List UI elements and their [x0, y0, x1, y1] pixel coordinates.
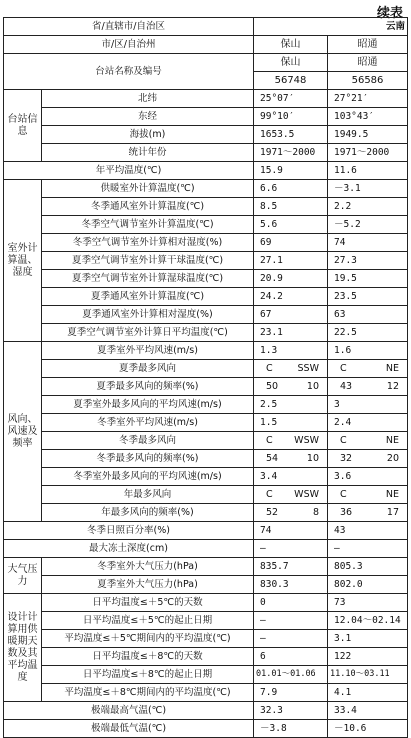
- row-label: 夏季通风室外计算相对湿度(%): [42, 306, 254, 324]
- cell-value: －5.2: [328, 216, 408, 234]
- cell-value: 10: [306, 380, 319, 392]
- table-row: [4, 324, 408, 342]
- table-row: [4, 144, 408, 162]
- row-label: 东经: [42, 108, 254, 126]
- cell-value: 1653.5: [254, 126, 328, 144]
- row-label: 夏季室外平均风速(m/s): [42, 342, 254, 360]
- table-row: [4, 540, 408, 558]
- cell-pair: [328, 378, 408, 396]
- cell-value: NE: [385, 362, 400, 374]
- cell-value: 69: [254, 234, 328, 252]
- cell-value: 11.10～03.11: [328, 666, 408, 684]
- row-label: 夏季空气调节室外计算湿球温度(℃): [42, 270, 254, 288]
- table-row: [4, 684, 408, 702]
- group-outdoor-temp: 室外计算温、湿度: [4, 180, 42, 342]
- cell-value: 73: [328, 594, 408, 612]
- row-label: 年最多风向: [42, 486, 254, 504]
- cell-value: 23.1: [254, 324, 328, 342]
- cell-pair: [328, 450, 408, 468]
- cell-value: －10.6: [328, 720, 408, 738]
- row-label: 年平均温度(℃): [4, 162, 254, 180]
- station-id-2: 56586: [328, 72, 408, 90]
- row-label: 冬季最多风向: [42, 432, 254, 450]
- row-label: 冬季室外大气压力(hPa): [42, 558, 254, 576]
- row-label: 日平均温度≤＋8℃的天数: [42, 648, 254, 666]
- cell-value: 20.9: [254, 270, 328, 288]
- cell-value: 43: [328, 522, 408, 540]
- cell-value: 5.6: [254, 216, 328, 234]
- cell-value: 22.5: [328, 324, 408, 342]
- continued-label: 续表: [376, 6, 403, 21]
- cell-value: 1.5: [254, 414, 328, 432]
- group-pressure: 大气压力: [4, 558, 42, 594]
- cell-value: 23.5: [328, 288, 408, 306]
- cell-value: WSW: [294, 488, 319, 500]
- row-label: 极端最低气温(℃): [4, 720, 254, 738]
- row-label: 日平均温度≤＋5℃的起止日期: [42, 612, 254, 630]
- cell-value: 1.6: [328, 342, 408, 360]
- cell-value: 3.6: [328, 468, 408, 486]
- city-name-1: 保山: [254, 36, 328, 54]
- table-row: [4, 450, 408, 468]
- row-label: 夏季空气调节室外计算日平均温度(℃): [42, 324, 254, 342]
- table-row: [4, 486, 408, 504]
- cell-pair: [254, 504, 328, 522]
- row-label: 冬季空气调节室外计算温度(℃): [42, 216, 254, 234]
- cell-value: 802.0: [328, 576, 408, 594]
- cell-value: 74: [254, 522, 328, 540]
- cell-value: －3.1: [328, 180, 408, 198]
- cell-value: 24.2: [254, 288, 328, 306]
- table-row: [4, 234, 408, 252]
- row-label: 年最多风向的频率(%): [42, 504, 254, 522]
- cell-value: 12: [386, 380, 400, 392]
- table-row: [4, 702, 408, 720]
- table-row: [4, 252, 408, 270]
- row-label: 日平均温度≤＋5℃的天数: [42, 594, 254, 612]
- row-label: 冬季最多风向的频率(%): [42, 450, 254, 468]
- cell-value: 36: [340, 506, 353, 518]
- cell-value: 15.9: [254, 162, 328, 180]
- cell-value: 54: [266, 452, 279, 464]
- cell-value: 25°07′: [254, 90, 328, 108]
- group-heating: 设计计算用供暖期天数及其平均温度: [4, 594, 42, 702]
- cell-value: 1949.5: [328, 126, 408, 144]
- cell-value: 4.1: [328, 684, 408, 702]
- cell-pair: [254, 378, 328, 396]
- row-label: 夏季最多风向的频率(%): [42, 378, 254, 396]
- cell-pair: [254, 486, 328, 504]
- station-header: 台站名称及编号: [4, 54, 254, 90]
- cell-value: 10: [306, 452, 319, 464]
- table-row: [4, 54, 408, 72]
- cell-value: —: [254, 630, 328, 648]
- row-label: 冬季空气调节室外计算相对湿度(%): [42, 234, 254, 252]
- cell-value: 805.3: [328, 558, 408, 576]
- cell-value: 27°21′: [328, 90, 408, 108]
- cell-pair: [254, 360, 328, 378]
- cell-value: C: [340, 434, 347, 446]
- row-label: 供暖室外计算温度(℃): [42, 180, 254, 198]
- cell-value: C: [266, 488, 273, 500]
- table-row: [4, 378, 408, 396]
- cell-value: —: [254, 612, 328, 630]
- cell-value: 835.7: [254, 558, 328, 576]
- row-label: 冬季通风室外计算温度(℃): [42, 198, 254, 216]
- table-row: [4, 162, 408, 180]
- cell-value: NE: [385, 434, 400, 446]
- cell-value: 6: [254, 648, 328, 666]
- table-row: [4, 126, 408, 144]
- station-name-2: 昭通: [328, 54, 408, 72]
- cell-value: 12.04～02.14: [328, 612, 408, 630]
- table-row: [4, 396, 408, 414]
- table-row: [4, 36, 408, 54]
- cell-value: 1971～2000: [328, 144, 408, 162]
- cell-value: 27.1: [254, 252, 328, 270]
- row-label: 冬季室外最多风向的平均风速(m/s): [42, 468, 254, 486]
- table-row: [4, 666, 408, 684]
- row-label: 夏季室外最多风向的平均风速(m/s): [42, 396, 254, 414]
- row-label: 平均温度≤＋8℃期间内的平均温度(℃): [42, 684, 254, 702]
- cell-value: 3.4: [254, 468, 328, 486]
- cell-value: C: [266, 434, 273, 446]
- cell-value: 17: [386, 506, 400, 518]
- table-row: [4, 198, 408, 216]
- cell-pair: [328, 486, 408, 504]
- region-cell: 云南: [254, 18, 408, 36]
- cell-value: 3.1: [328, 630, 408, 648]
- cell-value: 1971～2000: [254, 144, 328, 162]
- table-row: [4, 360, 408, 378]
- cell-value: C: [340, 488, 347, 500]
- table-row: [4, 612, 408, 630]
- cell-value: 11.6: [328, 162, 408, 180]
- row-label: 海拔(m): [42, 126, 254, 144]
- cell-pair: [254, 432, 328, 450]
- cell-value: WSW: [294, 434, 319, 446]
- city-header: 市/区/自治州: [4, 36, 254, 54]
- table-row: [4, 576, 408, 594]
- row-label: 北纬: [42, 90, 254, 108]
- table-row: [4, 108, 408, 126]
- table-row: [4, 522, 408, 540]
- row-label: 日平均温度≤＋8℃的起止日期: [42, 666, 254, 684]
- row-label: 统计年份: [42, 144, 254, 162]
- row-label: 冬季日照百分率(%): [4, 522, 254, 540]
- cell-value: 7.9: [254, 684, 328, 702]
- table-row: [4, 306, 408, 324]
- cell-value: 0: [254, 594, 328, 612]
- cell-value: 122: [328, 648, 408, 666]
- table-row: [4, 342, 408, 360]
- cell-pair: [328, 432, 408, 450]
- station-name-1: 保山: [254, 54, 328, 72]
- group-station-info: 台站信息: [4, 90, 42, 162]
- table-row: [4, 648, 408, 666]
- table-row: [4, 216, 408, 234]
- province-header: 省/直辖市/自治区: [4, 18, 254, 36]
- cell-value: 63: [328, 306, 408, 324]
- climate-table: [3, 17, 408, 738]
- cell-value: 2.4: [328, 414, 408, 432]
- table-row: [4, 558, 408, 576]
- table-row: [4, 90, 408, 108]
- station-id-1: 56748: [254, 72, 328, 90]
- cell-pair: [328, 360, 408, 378]
- cell-value: 52: [266, 506, 279, 518]
- row-label: 夏季室外大气压力(hPa): [42, 576, 254, 594]
- cell-pair: [254, 450, 328, 468]
- table-row: [4, 468, 408, 486]
- cell-value: 2.2: [328, 198, 408, 216]
- cell-value: 43: [340, 380, 353, 392]
- cell-value: 6.6: [254, 180, 328, 198]
- cell-value: 32.3: [254, 702, 328, 720]
- cell-value: 27.3: [328, 252, 408, 270]
- cell-value: 01.01～01.06: [254, 666, 328, 684]
- cell-value: C: [266, 362, 273, 374]
- cell-value: 99°10′: [254, 108, 328, 126]
- table-row: [4, 630, 408, 648]
- table-row: [4, 180, 408, 198]
- table-row: [4, 414, 408, 432]
- cell-value: 830.3: [254, 576, 328, 594]
- table-row: [4, 720, 408, 738]
- city-name-2: 昭通: [328, 36, 408, 54]
- row-label: 夏季通风室外计算温度(℃): [42, 288, 254, 306]
- cell-value: 20: [386, 452, 400, 464]
- cell-value: 50: [266, 380, 279, 392]
- row-label: 平均温度≤＋5℃期间内的平均温度(℃): [42, 630, 254, 648]
- row-label: 最大冻土深度(cm): [4, 540, 254, 558]
- table-row: [4, 504, 408, 522]
- cell-value: 1.3: [254, 342, 328, 360]
- row-label: 冬季室外平均风速(m/s): [42, 414, 254, 432]
- cell-value: 32: [340, 452, 353, 464]
- row-label: 夏季空气调节室外计算干球温度(℃): [42, 252, 254, 270]
- row-label: 极端最高气温(℃): [4, 702, 254, 720]
- cell-pair: [328, 504, 408, 522]
- cell-value: 67: [254, 306, 328, 324]
- table-row: [4, 594, 408, 612]
- table-row: [4, 432, 408, 450]
- cell-value: —: [254, 540, 328, 558]
- cell-value: 8.5: [254, 198, 328, 216]
- table-row: [4, 270, 408, 288]
- cell-value: 3: [328, 396, 408, 414]
- cell-value: －3.8: [254, 720, 328, 738]
- cell-value: SSW: [297, 362, 319, 374]
- row-label: 夏季最多风向: [42, 360, 254, 378]
- table-row: [4, 18, 408, 36]
- cell-value: 19.5: [328, 270, 408, 288]
- cell-value: C: [340, 362, 347, 374]
- cell-value: 33.4: [328, 702, 408, 720]
- cell-value: 103°43′: [328, 108, 408, 126]
- cell-value: NE: [385, 488, 400, 500]
- table-row: [4, 288, 408, 306]
- cell-value: 2.5: [254, 396, 328, 414]
- cell-value: 74: [328, 234, 408, 252]
- cell-value: 8: [312, 506, 319, 518]
- group-wind: 风向、风速及频率: [4, 342, 42, 522]
- cell-value: —: [328, 540, 408, 558]
